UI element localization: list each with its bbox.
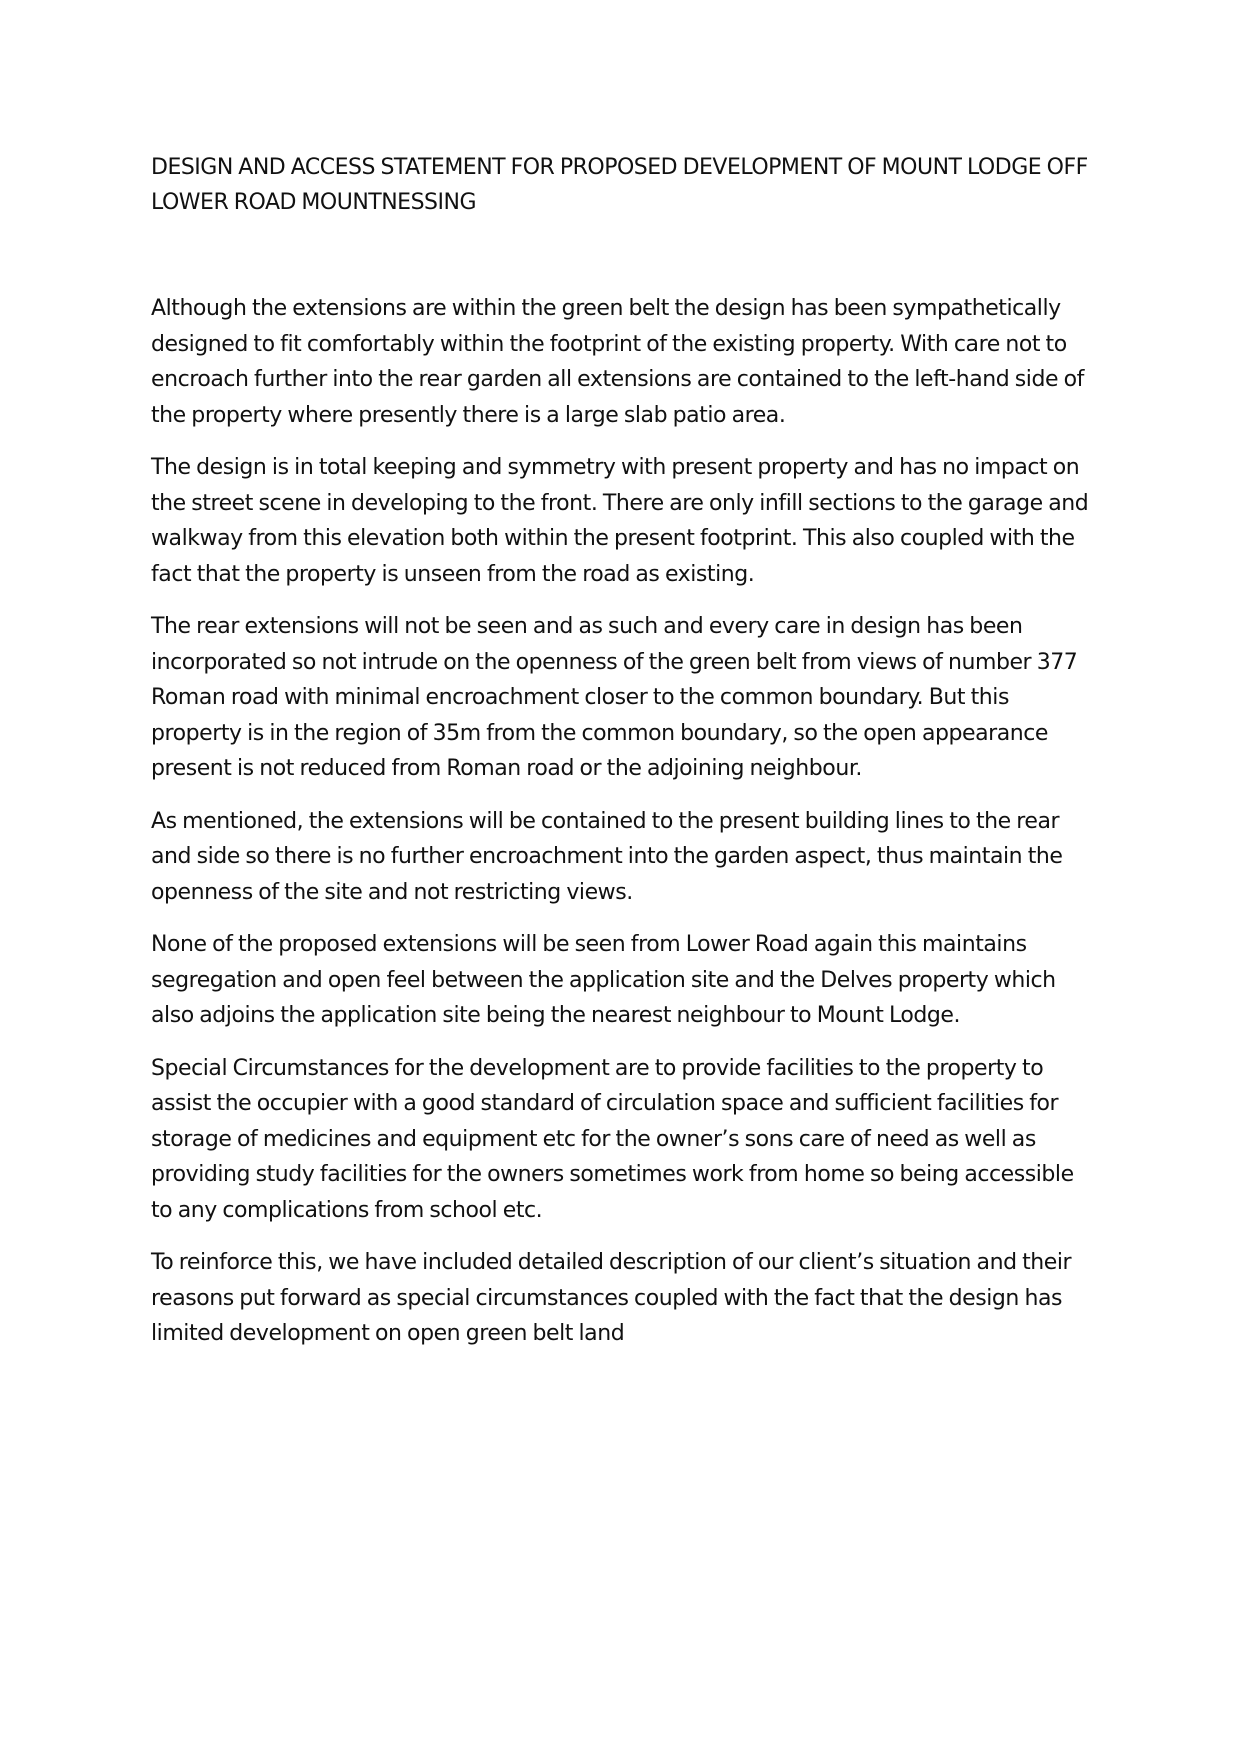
paragraph: The design is in total keeping and symmetry with present property and has no impact on the street scene in developing to the front. There are only infill sections to the garage and walkway from this elevation both within the present footprint. This also coupled with the fact that the property is unseen from the road as existing. [151, 455, 1089, 587]
paragraph: None of the proposed extensions will be seen from Lower Road again this maintains segregation and open feel between the application site and the Delves property which also adjoins the application site being the nearest neighbour to Mount Lodge. [151, 932, 1056, 1028]
paragraph: Special Circumstances for the development are to provide facilities to the property to assist the occupier with a good standard of circulation space and sufficient facilities for storage of medicines and equipment etc for the owner’s sons care of need as well as providing study facilities for the owners sometimes work from home so being accessible to any complications from school etc. [151, 1055, 1074, 1223]
paragraph-list [151, 291, 1099, 1352]
paragraph: As mentioned, the extensions will be contained to the present building lines to the rear and side so there is no further encroachment into the garden aspect, thus maintain the openness of the site and not restricting views. [151, 808, 1063, 905]
paragraph: Although the extensions are within the green belt the design has been sympathetically designed to fit comfortably within the footprint of the existing property. With care not to encroach further into the rear garden all extensions are contained to the left-hand side of the property where presently there is a large slab patio area. [151, 296, 1084, 428]
document-title: DESIGN AND ACCESS STATEMENT FOR PROPOSED DEVELOPMENT OF MOUNT LODGE OFF LOWER ROAD MOUNTNESSING [151, 155, 1088, 215]
paragraph: The rear extensions will not be seen and as such and every care in design has been incorporated so not intrude on the openness of the green belt from views of number 377 Roman road with minimal encroachment closer to the common boundary. But this property is in the region of 35m from the common boundary, so the open appearance present is not reduced from Roman road or the adjoining neighbour. [151, 614, 1078, 781]
document-body [151, 150, 1099, 1369]
paragraph: To reinforce this, we have included detailed description of our client’s situation and their reasons put forward as special circumstances coupled with the fact that the design has limited development on open green belt land [151, 1250, 1072, 1346]
